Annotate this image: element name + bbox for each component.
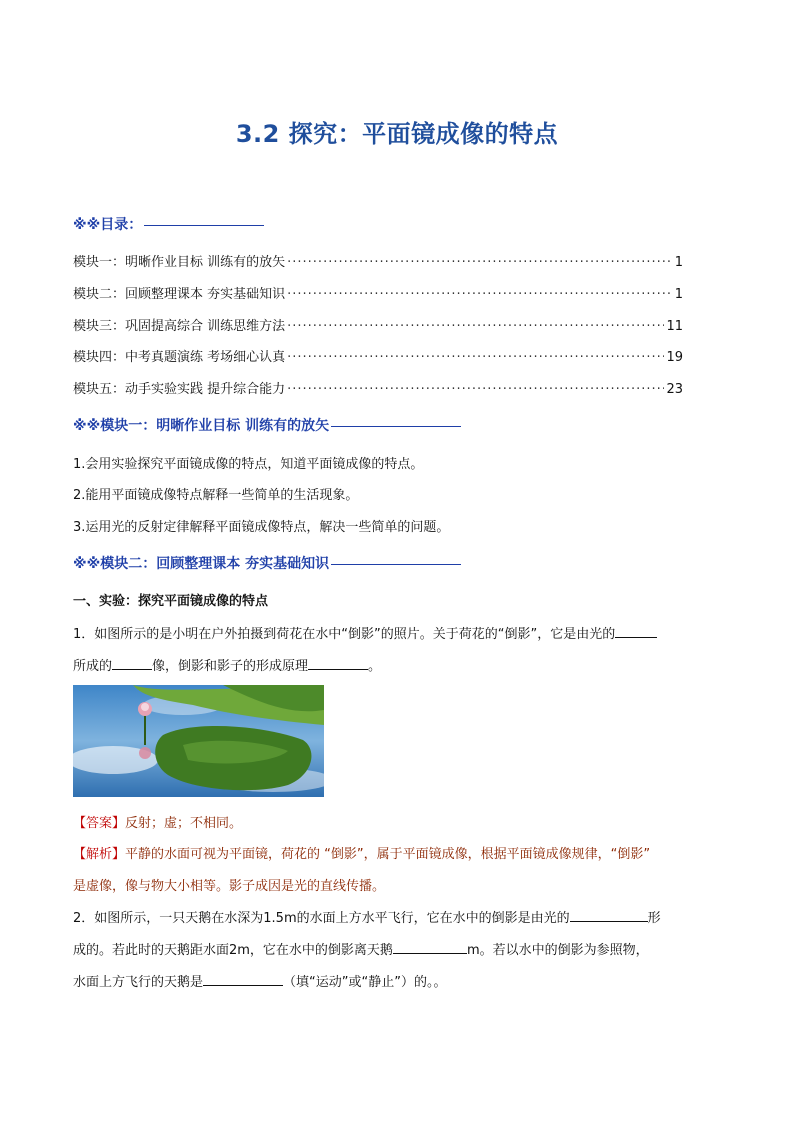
module1-heading-rule (331, 426, 461, 427)
q1-analysis-line-1 (73, 843, 650, 862)
q1-text-1: 1．如图所示的是小明在户外拍摄到荷花在水中“倒影”的照片。关于荷花的“倒影”，它是由光的 (73, 627, 616, 642)
q1-text-2a: 所成的 (73, 659, 113, 674)
toc-item-4[interactable] (73, 346, 683, 365)
toc-item-label: 模块三：巩固提高综合 训练思维方法 (73, 319, 286, 334)
module1-heading (73, 415, 461, 435)
toc-leader-dots (287, 319, 664, 334)
toc-item-page: 11 (666, 319, 683, 334)
q1-line-2 (73, 655, 381, 674)
toc-item-label: 模块一：明晰作业目标 训练有的放矢 (73, 255, 286, 270)
toc-leader-dots (287, 287, 673, 302)
goal-1: 1.会用实验探究平面镜成像的特点，知道平面镜成像的特点。 (73, 457, 424, 472)
q1-blank-3[interactable] (308, 657, 368, 670)
goal-2: 2.能用平面镜成像特点解释一些简单的生活现象。 (73, 488, 359, 503)
toc-leader-dots (287, 255, 673, 270)
toc-leader-dots (287, 382, 664, 397)
toc-heading (73, 214, 264, 234)
q1-blank-2[interactable] (112, 657, 152, 670)
q1-blank-1[interactable] (615, 625, 657, 638)
toc-item-page: 23 (666, 382, 683, 397)
q2-blank-1[interactable] (570, 909, 648, 922)
q2-text-1a: 2．如图所示，一只天鹅在水深为1.5m的水面上方水平飞行，它在水中的倒影是由光的 (73, 911, 570, 926)
q2-text-1b: 形 (647, 911, 661, 926)
experiment-subheading: 一、实验：探究平面镜成像的特点 (73, 594, 269, 609)
q2-text-2b: m。若以水中的倒影为参照物， (466, 943, 649, 958)
toc-heading-rule (144, 225, 264, 226)
module2-heading (73, 553, 461, 573)
toc-item-2[interactable] (73, 283, 683, 302)
answer-tag: 【答案】 (73, 816, 126, 831)
page-title: 3.2 探究：平面镜成像的特点 (235, 120, 559, 148)
q2-text-3b: （填“运动”或“静止”）的。。 (283, 975, 447, 990)
lotus-photo-graphic (73, 685, 324, 797)
q2-line-2 (73, 939, 649, 958)
q2-text-3a: 水面上方飞行的天鹅是 (73, 975, 204, 990)
q2-blank-3[interactable] (203, 973, 283, 986)
toc-item-3[interactable] (73, 315, 683, 334)
analysis-text-1: 平静的水面可视为平面镜，荷花的 “倒影”，属于平面镜成像，根据平面镜成像规律，“倒影” (125, 847, 651, 862)
goal-3: 3.运用光的反射定律解释平面镜成像特点，解决一些简单的问题。 (73, 520, 450, 535)
q1-answer (73, 812, 242, 831)
module1-heading-text: ※※模块一：明晰作业目标 训练有的放矢 (73, 418, 330, 434)
q2-blank-2[interactable] (393, 941, 467, 954)
toc-item-label: 模块四：中考真题演练 考场细心认真 (73, 350, 286, 365)
lotus-reflection-photo (73, 685, 324, 797)
q1-text-2c: 。 (368, 659, 382, 674)
toc-item-page: 19 (666, 350, 683, 365)
toc-heading-text: ※※目录： (73, 217, 143, 233)
q1-analysis-line-2: 是虚像，像与物大小相等。影子成因是光的直线传播。 (73, 879, 386, 894)
module2-heading-text: ※※模块二：回顾整理课本 夯实基础知识 (73, 556, 330, 572)
toc-item-5[interactable] (73, 378, 683, 397)
toc-item-label: 模块二：回顾整理课本 夯实基础知识 (73, 287, 286, 302)
analysis-tag: 【解析】 (73, 847, 126, 862)
toc-item-label: 模块五：动手实验实践 提升综合能力 (73, 382, 286, 397)
toc-leader-dots (287, 350, 664, 365)
q2-text-2a: 成的。若此时的天鹅距水面2m，它在水中的倒影离天鹅 (73, 943, 393, 958)
q2-line-1 (73, 907, 661, 926)
q1-text-2b: 像，倒影和影子的形成原理 (152, 659, 309, 674)
toc-item-1[interactable] (73, 251, 683, 270)
toc-item-page: 1 (674, 255, 683, 270)
toc-item-page: 1 (674, 287, 683, 302)
answer-text: 反射；虚；不相同。 (125, 816, 243, 831)
q2-line-3 (73, 971, 446, 990)
q1-line-1 (73, 623, 657, 642)
module2-heading-rule (331, 564, 461, 565)
